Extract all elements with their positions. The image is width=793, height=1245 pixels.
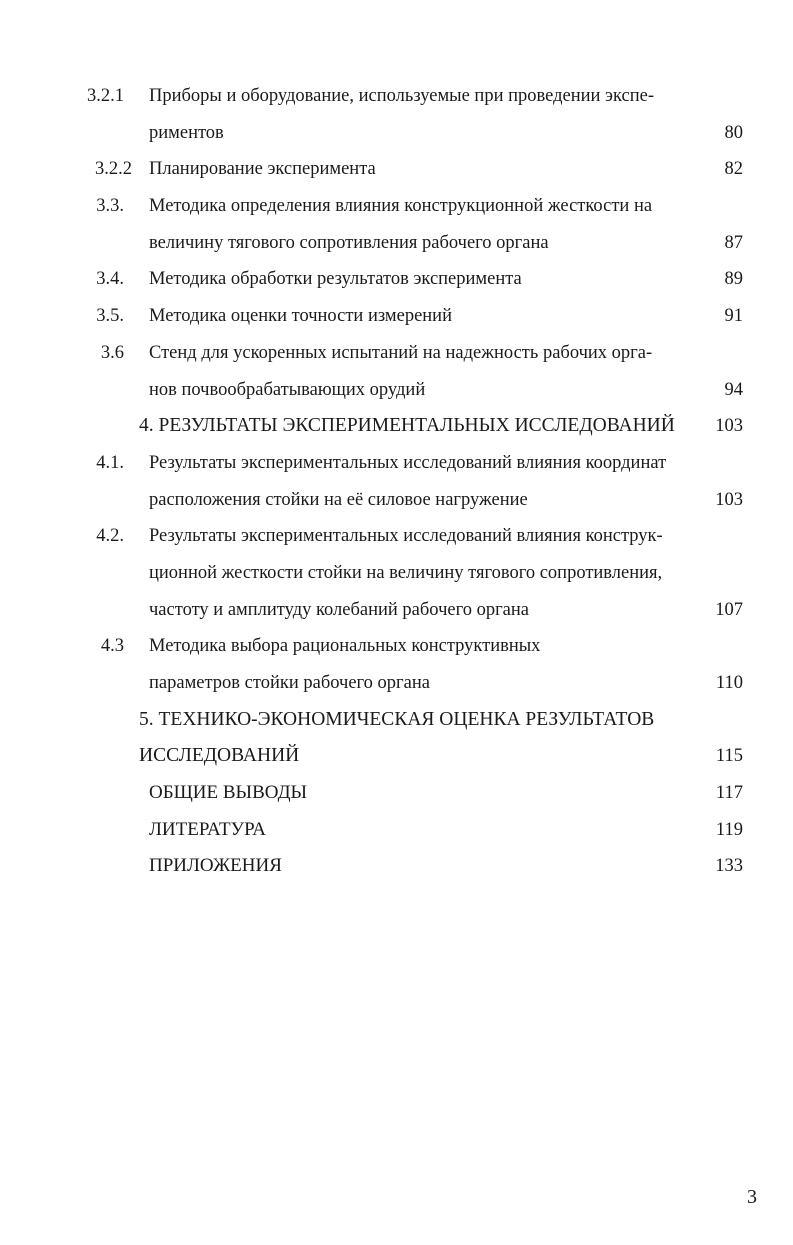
toc-entry-text: 4. РЕЗУЛЬТАТЫ ЭКСПЕРИМЕНТАЛЬНЫХ ИССЛЕДОВАНИЙ — [139, 415, 675, 437]
toc-line — [0, 848, 793, 885]
toc-page-number: 94 — [724, 379, 743, 400]
toc-page-number: 82 — [724, 159, 743, 180]
page-number: 3 — [747, 1186, 757, 1208]
toc-page-number: 117 — [715, 783, 743, 804]
toc-entry-text: параметров стойки рабочего органа — [149, 673, 430, 693]
toc-page-number: 103 — [715, 416, 743, 437]
toc-entry-text: Результаты экспериментальных исследований влияния координат — [149, 452, 667, 473]
toc-page-number: 119 — [715, 819, 743, 840]
toc-page-number: 89 — [724, 269, 743, 290]
toc-section-number: 4.3 — [100, 636, 124, 657]
toc-section-number: 3.2.1 — [87, 86, 124, 106]
toc-entry-text: Методика обработки результатов эксперимента — [149, 269, 522, 290]
toc-line — [0, 261, 793, 298]
toc-page-number: 87 — [724, 232, 743, 253]
toc-line — [0, 78, 793, 115]
toc-section-number: 3.4. — [96, 269, 124, 290]
toc-entry-text: риментов — [149, 122, 224, 143]
toc-line — [0, 115, 793, 152]
toc-entry-text: расположения стойки на её силовое нагружение — [149, 489, 528, 510]
toc-line — [0, 151, 793, 188]
toc-entry-text: Планирование эксперимента — [149, 159, 376, 180]
toc-entry-text: нов почвообрабатывающих орудий — [149, 379, 426, 400]
toc-line — [0, 628, 793, 665]
toc-page-number: 110 — [715, 673, 743, 693]
toc-line — [0, 555, 793, 592]
toc-entry-text: ПРИЛОЖЕНИЯ — [149, 855, 282, 877]
toc-line — [0, 518, 793, 555]
toc-section-number: 3.2.2 — [95, 159, 132, 180]
toc-entry-text: Приборы и оборудование, используемые при проведении экспе- — [149, 86, 655, 106]
toc-entry-text: 5. ТЕХНИКО-ЭКОНОМИЧЕСКАЯ ОЦЕНКА РЕЗУЛЬТАТОВ — [139, 708, 655, 730]
toc-page-number: 115 — [715, 746, 743, 767]
toc-entry-text: Стенд для ускоренных испытаний на надежность рабочих орга- — [149, 342, 653, 363]
toc-entry-text: ционной жесткости стойки на величину тягового сопротивления, — [149, 562, 663, 583]
toc-page-number: 80 — [724, 122, 743, 143]
toc-entry-text: Методика оценки точности измерений — [149, 306, 452, 327]
toc-line — [0, 445, 793, 482]
toc-line — [0, 188, 793, 225]
toc-line — [0, 482, 793, 519]
toc-section-number: 4.1. — [96, 452, 124, 473]
toc-entry-text: ИССЛЕДОВАНИЙ — [139, 745, 300, 767]
toc-section-number: 4.2. — [96, 526, 124, 547]
toc-entry-text: ОБЩИЕ ВЫВОДЫ — [149, 782, 308, 804]
toc-page-number: 133 — [715, 856, 743, 877]
toc-section-number: 3.3. — [96, 196, 124, 217]
toc-line — [0, 298, 793, 335]
toc-page-number: 107 — [715, 599, 743, 620]
toc-entry-text: величину тягового сопротивления рабочего органа — [149, 232, 549, 253]
toc-line — [0, 812, 793, 849]
table-of-contents — [0, 78, 793, 885]
toc-entry-text: ЛИТЕРАТУРА — [149, 818, 266, 840]
toc-entry-text: Методика определения влияния конструкционной жесткости на — [149, 196, 653, 217]
toc-chapter-heading — [0, 702, 793, 739]
toc-line — [0, 775, 793, 812]
toc-line — [0, 372, 793, 409]
toc-entry-text: Результаты экспериментальных исследований влияния конструк- — [149, 526, 663, 547]
toc-page-number: 91 — [724, 306, 743, 327]
toc-page-number: 103 — [715, 489, 743, 510]
toc-entry-text: Методика выбора рациональных конструктивных — [149, 636, 541, 657]
toc-line — [0, 335, 793, 372]
toc-line — [0, 665, 793, 702]
toc-section-number: 3.6 — [100, 342, 124, 363]
toc-line — [0, 592, 793, 629]
toc-entry-text: частоту и амплитуду колебаний рабочего органа — [149, 599, 529, 620]
toc-chapter-heading — [0, 408, 793, 445]
toc-chapter-heading — [0, 738, 793, 775]
toc-line — [0, 225, 793, 262]
toc-section-number: 3.5. — [96, 306, 124, 327]
